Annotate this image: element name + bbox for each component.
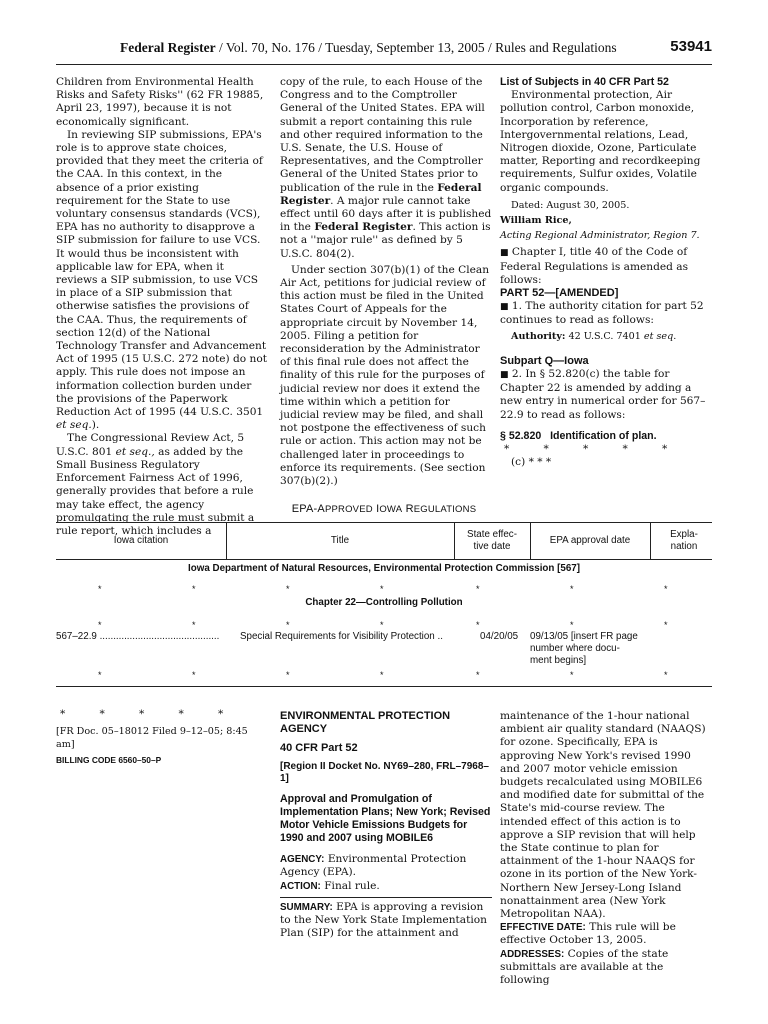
page-number: 53941 (670, 38, 712, 55)
bold-text: Federal Register (314, 221, 413, 234)
text: I (376, 503, 380, 515)
bottom-column-2 (280, 700, 492, 940)
table-title (56, 503, 712, 515)
text: This rule will be effective October 13, 2005. (500, 921, 676, 947)
fr-doc-line: [FR Doc. 05–18012 Filed 9–12–05; 8:45 am] (56, 726, 248, 751)
part-heading: PART 52—[AMENDED] (500, 287, 619, 300)
star: * (380, 620, 384, 630)
signer-title: Acting Regional Administrator, Region 7. (500, 230, 700, 242)
text: OWA (379, 504, 403, 515)
effective-date-line (500, 921, 712, 947)
italic-text: et seq., (115, 445, 155, 458)
text: . This action is not a ''major rule'' as defined by 5 U.S.C. 804(2). (280, 221, 491, 260)
cell-title: Special Requirements for Visibility Protection .. (240, 631, 443, 642)
cfr-heading: 40 CFR Part 52 (280, 742, 358, 754)
authority-line (500, 330, 712, 343)
square-icon: ■ (500, 370, 509, 381)
signer-name: William Rice, (500, 215, 572, 227)
text: EPA-A (291, 503, 325, 515)
star: * (380, 584, 384, 594)
summary-paragraph (280, 901, 492, 941)
column-2 (280, 76, 492, 488)
regulations-table (56, 522, 712, 687)
column-1 (56, 76, 268, 538)
paragraph (500, 246, 712, 287)
text: 2. In § 52.820(c) the table for Chapter 22 is amended by adding a new entry in numerical order for 567–22.9 to read as follows: (500, 368, 706, 421)
star: * (380, 670, 384, 680)
addresses-line (500, 948, 712, 988)
divider (280, 897, 492, 898)
bottom-column-1 (56, 700, 268, 767)
paragraph: Environmental protection, Air pollution control, Carbon monoxide, Incorporation by reference, Intergovernmental relations, Lead, Nitrogen dioxide, Ozone, Particulate matter, Reporting and recordkeeping requirements, Sulfur oxides, Volatile organic compounds. (500, 89, 701, 194)
text: PPROVED (324, 504, 373, 515)
text: Environmental Protection Agency (EPA). (280, 853, 467, 879)
column-header: Title (330, 535, 350, 546)
paragraph (500, 368, 712, 422)
stars-row (56, 619, 712, 631)
star: * (664, 584, 668, 594)
label: AGENCY: (280, 854, 325, 866)
label: ADDRESSES: (500, 948, 565, 960)
billing-code: BILLING CODE 6560–50–P (56, 754, 162, 765)
label: EFFECTIVE DATE: (500, 922, 586, 934)
text: R (405, 503, 414, 515)
label: Authority: (511, 330, 566, 342)
star: * (476, 670, 480, 680)
stars-row (56, 669, 712, 681)
bold-text: Federal Register (280, 181, 482, 207)
paragraph (500, 300, 712, 327)
stars-row (56, 583, 712, 595)
department-row: Iowa Department of Natural Resources, Environmental Protection Commission [567] (188, 563, 580, 574)
table-row (56, 631, 712, 667)
star: * (98, 584, 102, 594)
paragraph: maintenance of the 1-hour national ambient air quality standard (NAAQS) for ozone. Specifically, EPA is approving New York's revised 1990 and 2007 motor vehicle emission budgets recalculated using MOBILE6 and modified date for submittal of the State's mid-course review. The intended effect of this action is to approve a SIP revision that will help the State continue to plan for attainment of the 1-hour NAAQS for ozone in its portion of the New York-Northern New Jersey-Long Island nonattainment area (New York Metropolitan NAA). (500, 710, 706, 921)
running-head (120, 40, 617, 56)
square-icon: ■ (500, 302, 509, 313)
label: ACTION: (280, 880, 321, 892)
text: ). (91, 419, 100, 432)
issue-info: / Vol. 70, No. 176 / Tuesday, September 13, 2005 / Rules and Regulations (215, 40, 617, 55)
star: * (192, 584, 196, 594)
text: EPA is approving a revision to the New York State Implementation Plan (SIP) for the attainment and (280, 900, 487, 940)
paragraph: (c) * * * (511, 456, 552, 469)
journal-name: Federal Register (120, 40, 216, 55)
paragraph (280, 76, 492, 261)
label: SUMMARY: (280, 901, 333, 913)
star: * (286, 670, 290, 680)
text: Chapter I, title 40 of the Code of Federal Regulations is amended as follows: (500, 246, 689, 286)
cell-epa-date: 09/13/05 [insert FR page number where docu-ment begins] (530, 631, 638, 666)
text: Final rule. (324, 879, 380, 892)
column-3 (500, 76, 712, 469)
stars-line: * * * * * (504, 443, 670, 456)
rule-title: Approval and Promulgation of Implementation Plans; New York; Revised Motor Vehicle Emissions Budgets for 1990 and 2007 using MOBILE6 (280, 793, 491, 845)
text: The Congressional Review Act, 5 U.S.C. 801 (56, 432, 245, 458)
square-icon: ■ (500, 248, 509, 259)
paragraph: Children from Environmental Health Risks and Safety Risks'' (62 FR 19885, April 23, 1997), because it is not economically significant. (56, 76, 264, 128)
star: * (664, 670, 668, 680)
section-heading: § 52.820 Identification of plan. (500, 429, 657, 442)
column-header: EPA approval date (549, 535, 631, 546)
divider (650, 523, 651, 559)
star: * (286, 620, 290, 630)
star: * (570, 584, 574, 594)
chapter-row: Chapter 22—Controlling Pollution (305, 597, 463, 608)
text: In reviewing SIP submissions, EPA's role is to approve state choices, provided that they meet the criteria of the CAA. In this context, in the absence of a prior existing requirement for the State to use voluntary consensus standards (VCS), EPA has no authority to disapprove a SIP submission for failure to use VCS. It would thus be inconsistent with applicable law for EPA, when it reviews a SIP submission, to use VCS in place of a SIP submission that otherwise satisfies the provisions of the CAA. Thus, the requirements of section 12(d) of the National Technology Transfer and Advancement Act of 1995 (15 U.S.C. 272 note) do not apply. This rule does not impose an information collection burden under the provisions of the Paperwork Reduction Act of 1995 (44 U.S.C. 3501 (56, 128, 268, 419)
text: Copies of the state submittals are available at the following (500, 947, 669, 987)
text: . A major rule cannot take effect until 60 days after it is published in the (280, 194, 492, 234)
action-line (280, 880, 492, 893)
divider (454, 523, 455, 559)
star: * (192, 620, 196, 630)
agency-heading: ENVIRONMENTAL PROTECTION AGENCY (280, 710, 451, 735)
dated-line: Dated: August 30, 2005. (511, 199, 630, 211)
star: * (570, 620, 574, 630)
text: copy of the rule, to each House of the Congress and to the Comptroller General of the United States. EPA will submit a report containing this rule and other required information to the U.S. Senate, the U.S. House of Representatives, and the Comptroller General of the United States prior to publication of the rule in the (280, 76, 485, 194)
text: 42 U.S.C. 7401 (568, 330, 641, 342)
page-header (56, 36, 712, 65)
paragraph: Under section 307(b)(1) of the Clean Air Act, petitions for judicial review of this action must be filed in the United States Court of Appeals for the appropriate circuit by November 14, 2005. Filing a petition for reconsideration by the Administrator of this final rule does not affect the finality of this rule for the purposes of judicial review nor does it extend the time within which a petition for judicial review may be filed, and shall not postpone the effectiveness of such rule or action. This action may not be challenged later in proceedings to enforce its requirements. (See section 307(b)(2).) (280, 263, 490, 488)
star: * (570, 670, 574, 680)
subjects-heading: List of Subjects in 40 CFR Part 52 (500, 76, 669, 88)
text: 1. The authority citation for part 52 continues to read as follows: (500, 300, 704, 327)
star: * (192, 670, 196, 680)
star: * (98, 670, 102, 680)
paragraph (56, 129, 268, 433)
text: EGULATIONS (413, 504, 477, 515)
star: * (286, 584, 290, 594)
cell-citation: 567–22.9 ............................................ (56, 631, 220, 642)
star: * (476, 620, 480, 630)
agency-line (280, 853, 492, 879)
text: as added by the Small Business Regulatory Enforcement Fairness Act of 1996, generally provides that before a rule may take effect, the agency promulgating the rule must submit a rule report, which includes a (56, 445, 255, 537)
column-header: Expla-nation (670, 529, 698, 552)
subpart-heading: Subpart Q—Iowa (500, 354, 589, 367)
docket-number: [Region II Docket No. NY69–280, FRL–7968–1] (280, 761, 489, 785)
column-header: State effec-tive date (467, 529, 517, 552)
star: * (476, 584, 480, 594)
table-header-row (56, 523, 712, 560)
star: * (98, 620, 102, 630)
italic-text: et seq. (56, 419, 92, 432)
bottom-column-3 (500, 700, 712, 987)
cell-state-date: 04/20/05 (480, 631, 519, 642)
italic-text: et seq. (643, 330, 677, 342)
stars-line: * * * * * (60, 708, 226, 720)
column-header: Iowa citation (113, 535, 169, 546)
star: * (664, 620, 668, 630)
